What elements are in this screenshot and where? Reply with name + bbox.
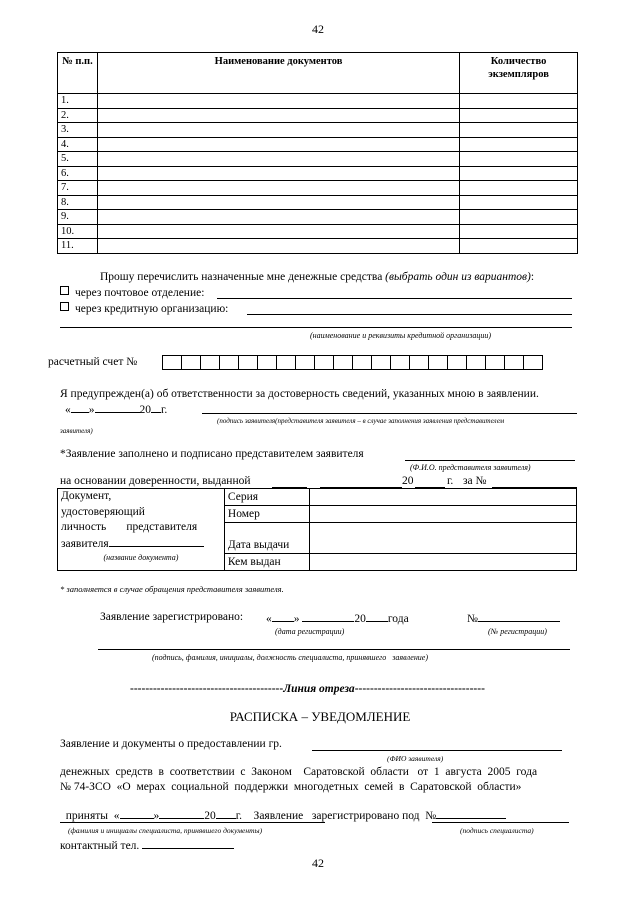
account-number-boxes[interactable] <box>163 355 543 370</box>
cut-label: Линия отреза <box>283 683 355 695</box>
document-name-cell[interactable] <box>97 210 459 225</box>
document-name-cell[interactable] <box>97 137 459 152</box>
warning-year-suffix: г. <box>161 404 168 416</box>
sign-caption-2: заявителя) <box>60 427 93 435</box>
table-row <box>58 137 578 152</box>
row-number: 1. <box>58 94 98 109</box>
sign-caption-1: (подпись заявителя(представителя заявителя – в случае заполнения заявления представителем <box>217 417 505 425</box>
rep-fio-field[interactable] <box>405 460 575 461</box>
document-qty-cell[interactable] <box>460 239 578 254</box>
receipt-number-field[interactable] <box>436 808 506 819</box>
receipt-line-3: № 74-ЗСО «О мерах социальной поддержки многодетных семей в Саратовской области» <box>60 781 522 793</box>
receipt-day-field[interactable] <box>120 808 154 819</box>
account-digit-box[interactable] <box>257 355 277 370</box>
rep-year-prefix: 20 <box>402 475 414 487</box>
rep-year-suffix: г. <box>447 475 454 487</box>
rep-fio-caption: (Ф.И.О. представителя заявителя) <box>410 463 531 472</box>
footnote: * заполняется в случае обращения представителя заявителя. <box>60 584 284 594</box>
account-digit-box[interactable] <box>276 355 296 370</box>
cut-line <box>130 683 485 695</box>
document-name-cell[interactable] <box>97 94 459 109</box>
account-digit-box[interactable] <box>409 355 429 370</box>
reg-no-sign: № <box>467 613 478 625</box>
warning-month-field[interactable] <box>95 402 140 413</box>
table-row <box>58 239 578 254</box>
id-doc-line-1: Документ, <box>61 490 112 502</box>
issue-date-value[interactable] <box>309 523 576 554</box>
account-digit-box[interactable] <box>466 355 486 370</box>
number-label: Номер <box>224 506 309 523</box>
receipt-month-field[interactable] <box>159 808 204 819</box>
id-doc-line-2: удостоверяющий <box>61 505 145 518</box>
header-num: № п.п. <box>58 53 98 94</box>
document-qty-cell[interactable] <box>460 152 578 167</box>
account-digit-box[interactable] <box>504 355 524 370</box>
page-number-bottom: 42 <box>312 856 324 870</box>
document-qty-cell[interactable] <box>460 166 578 181</box>
document-name-cell[interactable] <box>97 152 459 167</box>
receipt-sign-caption: (подпись специалиста) <box>460 826 534 835</box>
header-qty: Количество экземпляров <box>460 53 578 94</box>
id-doc-line-3: личность представителя <box>61 521 198 533</box>
warning-date <box>65 402 167 416</box>
receipt-sign-field[interactable] <box>432 822 569 823</box>
document-qty-cell[interactable] <box>460 210 578 225</box>
issue-date-label: Дата выдачи <box>224 523 309 554</box>
receipt-line-2: денежных средств в соответствии с Законом Саратовской области от 1 августа 2005 года <box>60 766 538 778</box>
spec-caption: (подпись, фамилия, инициалы, должность специалиста, принявшего заявление) <box>152 653 428 662</box>
warning-day-field[interactable] <box>71 402 89 413</box>
row-number: 4. <box>58 137 98 152</box>
reg-year-prefix: 20 <box>354 613 366 625</box>
document-qty-cell[interactable] <box>460 224 578 239</box>
reg-number-field[interactable] <box>478 611 560 622</box>
reg-date-open: « <box>266 613 272 625</box>
series-value[interactable] <box>309 489 576 506</box>
document-qty-cell[interactable] <box>460 108 578 123</box>
post-office-field[interactable] <box>217 298 572 299</box>
registration-date <box>266 611 409 625</box>
row-number: 8. <box>58 195 98 210</box>
receipt-close-quote: » <box>153 810 160 822</box>
id-document-table <box>57 488 577 571</box>
table-row <box>58 108 578 123</box>
account-digit-box[interactable] <box>219 355 239 370</box>
account-digit-box[interactable] <box>428 355 448 370</box>
document-qty-cell[interactable] <box>460 195 578 210</box>
table-row <box>58 166 578 181</box>
rep-filled-text: *Заявление заполнено и подписано представителем заявителя <box>60 448 364 460</box>
warning-text: Я предупрежден(а) об ответственности за достоверность сведений, указанных мною в заявлении. <box>60 388 539 400</box>
document-name-cell[interactable] <box>97 181 459 196</box>
checkbox-credit-icon[interactable] <box>60 302 69 311</box>
receipt-accepted: приняты « <box>65 810 120 822</box>
issued-by-value[interactable] <box>309 554 576 571</box>
cut-right-dashes: ---------------------------------- <box>354 683 485 695</box>
page-number-top: 42 <box>312 22 324 36</box>
rep-za-no: за № <box>463 475 487 487</box>
reg-year-field[interactable] <box>366 611 388 622</box>
table-row <box>58 94 578 109</box>
table-row <box>58 195 578 210</box>
account-digit-box[interactable] <box>162 355 182 370</box>
receipt-title: РАСПИСКА – УВЕДОМЛЕНИЕ <box>229 709 411 724</box>
option-post-label: через почтовое отделение: <box>75 287 205 299</box>
receipt-registered: г. Заявление зарегистрировано под № <box>235 810 437 822</box>
account-digit-box[interactable] <box>181 355 201 370</box>
date-close-quote: » <box>88 404 95 416</box>
row-number: 10. <box>58 224 98 239</box>
id-doc-caption: (название документа) <box>103 553 179 562</box>
spec-signature-field[interactable] <box>98 649 570 650</box>
table-row <box>58 224 578 239</box>
table-row <box>58 210 578 225</box>
row-number: 7. <box>58 181 98 196</box>
contact-label: контактный тел. <box>60 840 140 852</box>
reg-date-caption: (дата регистрации) <box>275 627 345 636</box>
reg-year-suffix: года <box>387 613 409 625</box>
receipt-year-field[interactable] <box>216 808 236 819</box>
date-open-quote: « <box>65 404 71 416</box>
account-digit-box[interactable] <box>314 355 334 370</box>
option-credit-label: через кредитную организацию: <box>75 303 229 315</box>
receipt-line-1: Заявление и документы о предоставлении гр. <box>60 738 282 750</box>
rep-basis-text: на основании доверенности, выданной <box>60 475 251 487</box>
document-qty-cell[interactable] <box>460 94 578 109</box>
document-name-cell[interactable] <box>97 224 459 239</box>
account-digit-box[interactable] <box>352 355 372 370</box>
contact-phone-field[interactable] <box>142 838 234 849</box>
document-name-cell[interactable] <box>97 239 459 254</box>
row-number: 11. <box>58 239 98 254</box>
checkbox-post-icon[interactable] <box>60 286 69 295</box>
documents-table <box>57 52 578 254</box>
credit-org-caption: (наименование и реквизиты кредитной организации) <box>310 331 492 340</box>
credit-org-field-2[interactable] <box>60 327 572 328</box>
payment-choose-hint: (выбрать один из вариантов) <box>385 271 531 283</box>
reg-no <box>467 611 560 625</box>
reg-month-field[interactable] <box>302 611 354 622</box>
document-qty-cell[interactable] <box>460 137 578 152</box>
receipt-year-prefix: 20 <box>204 810 216 822</box>
row-number: 2. <box>58 108 98 123</box>
issued-by-label: Кем выдан <box>224 554 309 571</box>
table-row <box>58 152 578 167</box>
account-digit-box[interactable] <box>485 355 505 370</box>
warning-signature-field[interactable] <box>202 413 577 414</box>
payment-request: Прошу перечислить назначенные мне денежные средства (выбрать один из вариантов): <box>100 271 535 283</box>
reg-number-caption: (№ регистрации) <box>488 627 547 636</box>
table-row <box>58 123 578 138</box>
receipt-fio-field[interactable] <box>312 750 562 751</box>
receipt-fio-caption: (ФИО заявителя) <box>387 754 444 763</box>
header-name: Наименование документов <box>97 53 459 94</box>
cut-left-dashes: ---------------------------------------- <box>130 683 284 695</box>
document-name-cell[interactable] <box>97 123 459 138</box>
reg-date-close: » <box>293 613 300 625</box>
receipt-spec-caption: (фамилия и инициалы специалиста, принявшего документы) <box>68 826 263 835</box>
registration-label: Заявление зарегистрировано: <box>100 611 244 623</box>
contact-phone <box>60 838 234 852</box>
table-row <box>58 181 578 196</box>
id-doc-name-field[interactable] <box>109 536 204 547</box>
account-digit-box[interactable] <box>371 355 391 370</box>
receipt-line-4 <box>60 796 506 822</box>
account-label: расчетный счет № <box>48 356 138 368</box>
credit-org-field[interactable] <box>247 314 572 315</box>
document-name-cell[interactable] <box>97 166 459 181</box>
row-number: 9. <box>58 210 98 225</box>
option-post[interactable] <box>60 286 204 299</box>
warning-year-prefix: 20 <box>139 404 151 416</box>
table-header-row <box>58 53 578 94</box>
account-digit-box[interactable] <box>333 355 353 370</box>
row-number: 6. <box>58 166 98 181</box>
series-label: Серия <box>224 489 309 506</box>
document-name-cell[interactable] <box>97 195 459 210</box>
account-digit-box[interactable] <box>447 355 467 370</box>
id-doc-line-4: заявителя <box>61 537 109 550</box>
account-digit-box[interactable] <box>295 355 315 370</box>
payment-request-text: Прошу перечислить назначенные мне денежные средства <box>100 271 383 283</box>
number-value[interactable] <box>309 506 576 523</box>
rep-basis <box>60 475 251 487</box>
id-doc-cell <box>58 489 225 571</box>
receipt-spec-field[interactable] <box>60 822 325 823</box>
document-qty-cell[interactable] <box>460 123 578 138</box>
account-digit-box[interactable] <box>390 355 410 370</box>
option-credit[interactable] <box>60 302 228 315</box>
document-name-cell[interactable] <box>97 108 459 123</box>
account-digit-box[interactable] <box>523 355 543 370</box>
document-qty-cell[interactable] <box>460 181 578 196</box>
reg-day-field[interactable] <box>272 611 294 622</box>
row-number: 5. <box>58 152 98 167</box>
row-number: 3. <box>58 123 98 138</box>
warning-year-field[interactable] <box>151 402 161 413</box>
account-digit-box[interactable] <box>238 355 258 370</box>
account-digit-box[interactable] <box>200 355 220 370</box>
